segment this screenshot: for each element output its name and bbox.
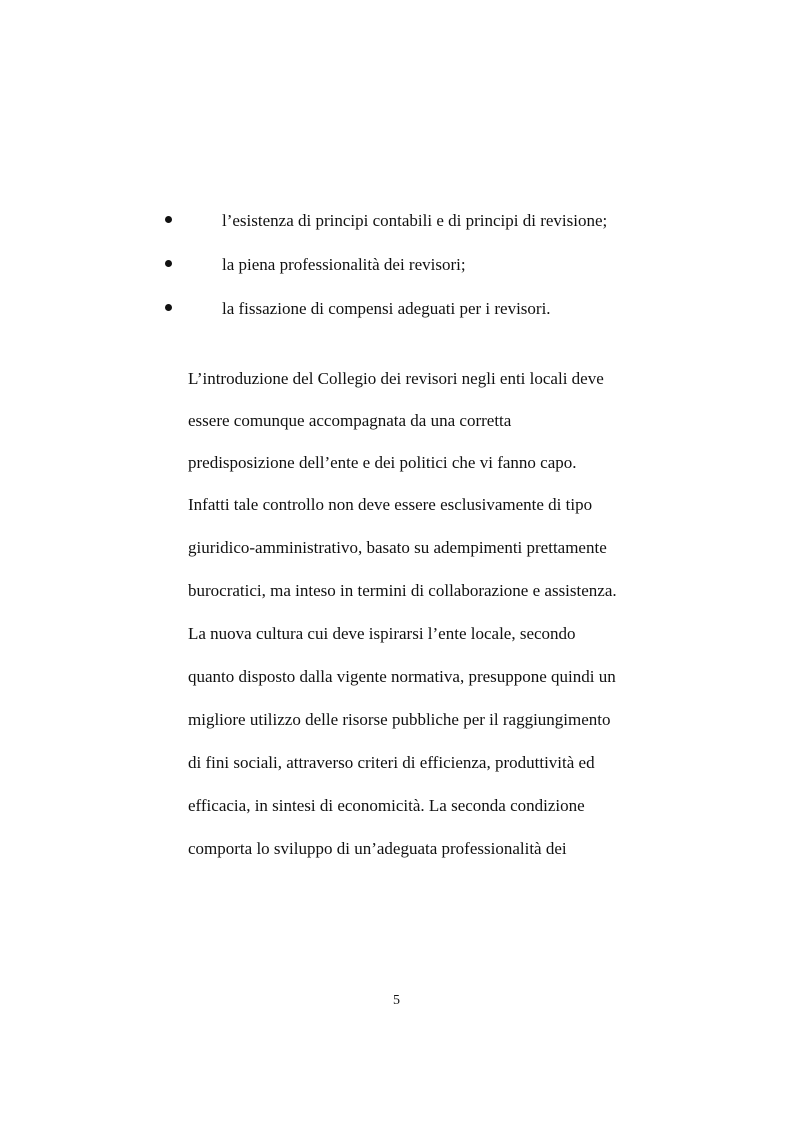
paragraph-line: efficacia, in sintesi di economicità. La seconda condizione	[188, 796, 585, 815]
bullet-text: la piena professionalità dei revisori;	[222, 255, 466, 274]
bullet-item	[0, 298, 793, 322]
paragraph-line: di fini sociali, attraverso criteri di efficienza, produttività ed	[188, 753, 595, 772]
paragraph-line: burocratici, ma inteso in termini di collaborazione e assistenza.	[188, 581, 617, 600]
paragraph-line: Infatti tale controllo non deve essere esclusivamente di tipo	[188, 495, 593, 514]
bullet-text: l’esistenza di principi contabili e di principi di revisione;	[222, 211, 608, 230]
bullet-item	[0, 254, 793, 278]
bullet-icon	[165, 304, 172, 311]
page-number: 5	[393, 993, 400, 1008]
paragraph-line: L’introduzione del Collegio dei revisori negli enti locali deve	[188, 369, 604, 388]
paragraph-line: essere comunque accompagnata da una corretta	[188, 411, 512, 430]
paragraph-line: migliore utilizzo delle risorse pubbliche per il raggiungimento	[188, 710, 611, 729]
bullet-icon	[165, 260, 172, 267]
paragraph-line: comporta lo sviluppo di un’adeguata professionalità dei	[188, 839, 567, 858]
bullet-text: la fissazione di compensi adeguati per i revisori.	[222, 299, 551, 318]
paragraph-line: La nuova cultura cui deve ispirarsi l’ente locale, secondo	[188, 624, 576, 643]
paragraph-line: giuridico-amministrativo, basato su adempimenti prettamente	[188, 538, 607, 557]
bullet-item	[0, 210, 793, 234]
bullet-icon	[165, 216, 172, 223]
paragraph-line: predisposizione dell’ente e dei politici che vi fanno capo.	[188, 453, 577, 472]
paragraph-line: quanto disposto dalla vigente normativa, presuppone quindi un	[188, 667, 616, 686]
